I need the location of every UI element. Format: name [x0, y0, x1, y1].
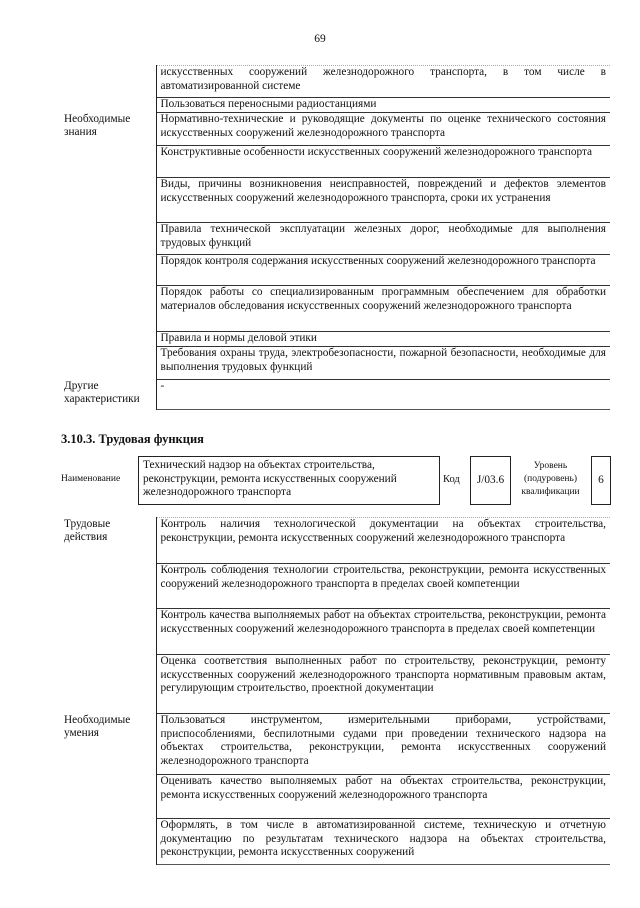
- table-row: Правила технической эксплуатации железных дорог, необходимые для выполнения трудовых функций: [156, 223, 610, 255]
- table-row: Порядок работы со специализированным программным обеспечением для обработки материалов обследования искусственных сооружений железнодорожного транспорта: [156, 286, 610, 332]
- table-row: Пользоваться инструментом, измерительными приборами, устройствами, приспособлениями, беспилотными судами при проведении технического надзора на объектах строительства, реконструкции, ремонта искусственных сооружений железнодорожного транспорта: [156, 714, 610, 775]
- table-row: Оформлять, в том числе в автоматизированной системе, техническую и отчетную документацию по результатам технического надзора на объектах строительства, реконструкции, ремонта искусственных сооружений: [156, 819, 610, 865]
- row-label-actions: Трудовые действия: [61, 518, 156, 714]
- table-row: Контроль соблюдения технологии строительства, реконструкции, ремонта искусственных сооружений железнодорожного транспорта в пределах своей компетенции: [156, 564, 610, 609]
- row-label-knowledge: Необходимые знания: [61, 113, 156, 380]
- code-label: Код: [443, 474, 460, 485]
- function-code-box: J/03.6: [470, 456, 511, 505]
- table-row: Нормативно-технические и руководящие документы по оценке технического состояния искусственных сооружений железнодорожного транспорта: [156, 113, 610, 146]
- table-row: Оценивать качество выполняемых работ на объектах строительства, реконструкции, ремонта искусственных сооружений железнодорожного транспорта: [156, 775, 610, 819]
- row-label-skills: Необходимые умения: [61, 714, 156, 865]
- table-row: Пользоваться переносными радиостанциями: [156, 98, 610, 113]
- competency-table-top: [61, 65, 610, 410]
- table-row: Контроль качества выполняемых работ на объектах строительства, реконструкции, ремонта искусственных сооружений железнодорожного транспорта в пределах своей компетенции: [156, 609, 610, 655]
- competency-table-bottom: [61, 517, 610, 865]
- table-row: искусственных сооружений железнодорожного транспорта, в том числе в автоматизированной системе: [156, 66, 610, 98]
- table-row: Виды, причины возникновения неисправностей, повреждений и дефектов элементов искусственных сооружений железнодорожного транспорта, сроки их устранения: [156, 178, 610, 223]
- table-row: Оценка соответствия выполненных работ по строительству, реконструкции, ремонту искусственных сооружений железнодорожного транспорта нормативным правовым актам, регулирующим строительство, проектной документации: [156, 655, 610, 714]
- table-row: Контроль наличия технологической документации на объектах строительства, реконструкции, ремонта искусственных сооружений железнодорожного транспорта: [156, 518, 610, 564]
- table-row: Конструктивные особенности искусственных сооружений железнодорожного транспорта: [156, 146, 610, 178]
- table-row: -: [156, 380, 610, 410]
- page-number: 69: [314, 33, 326, 45]
- row-label-other: Другие характеристики: [61, 380, 156, 410]
- table-row: Порядок контроля содержания искусственных сооружений железнодорожного транспорта: [156, 255, 610, 286]
- table-row: Требования охраны труда, электробезопасности, пожарной безопасности, необходимые для выполнения трудовых функций: [156, 347, 610, 380]
- function-name-box: Технический надзор на объектах строительства, реконструкции, ремонта искусственных сооружений железнодорожного транспорта: [138, 456, 440, 505]
- qualification-level-label: Уровень (подуровень) квалификации: [521, 461, 580, 497]
- section-heading: 3.10.3. Трудовая функция: [61, 432, 204, 446]
- table-row: Правила и нормы деловой этики: [156, 332, 610, 347]
- qualification-level-box: 6: [591, 456, 611, 505]
- name-label: Наименование: [61, 474, 121, 484]
